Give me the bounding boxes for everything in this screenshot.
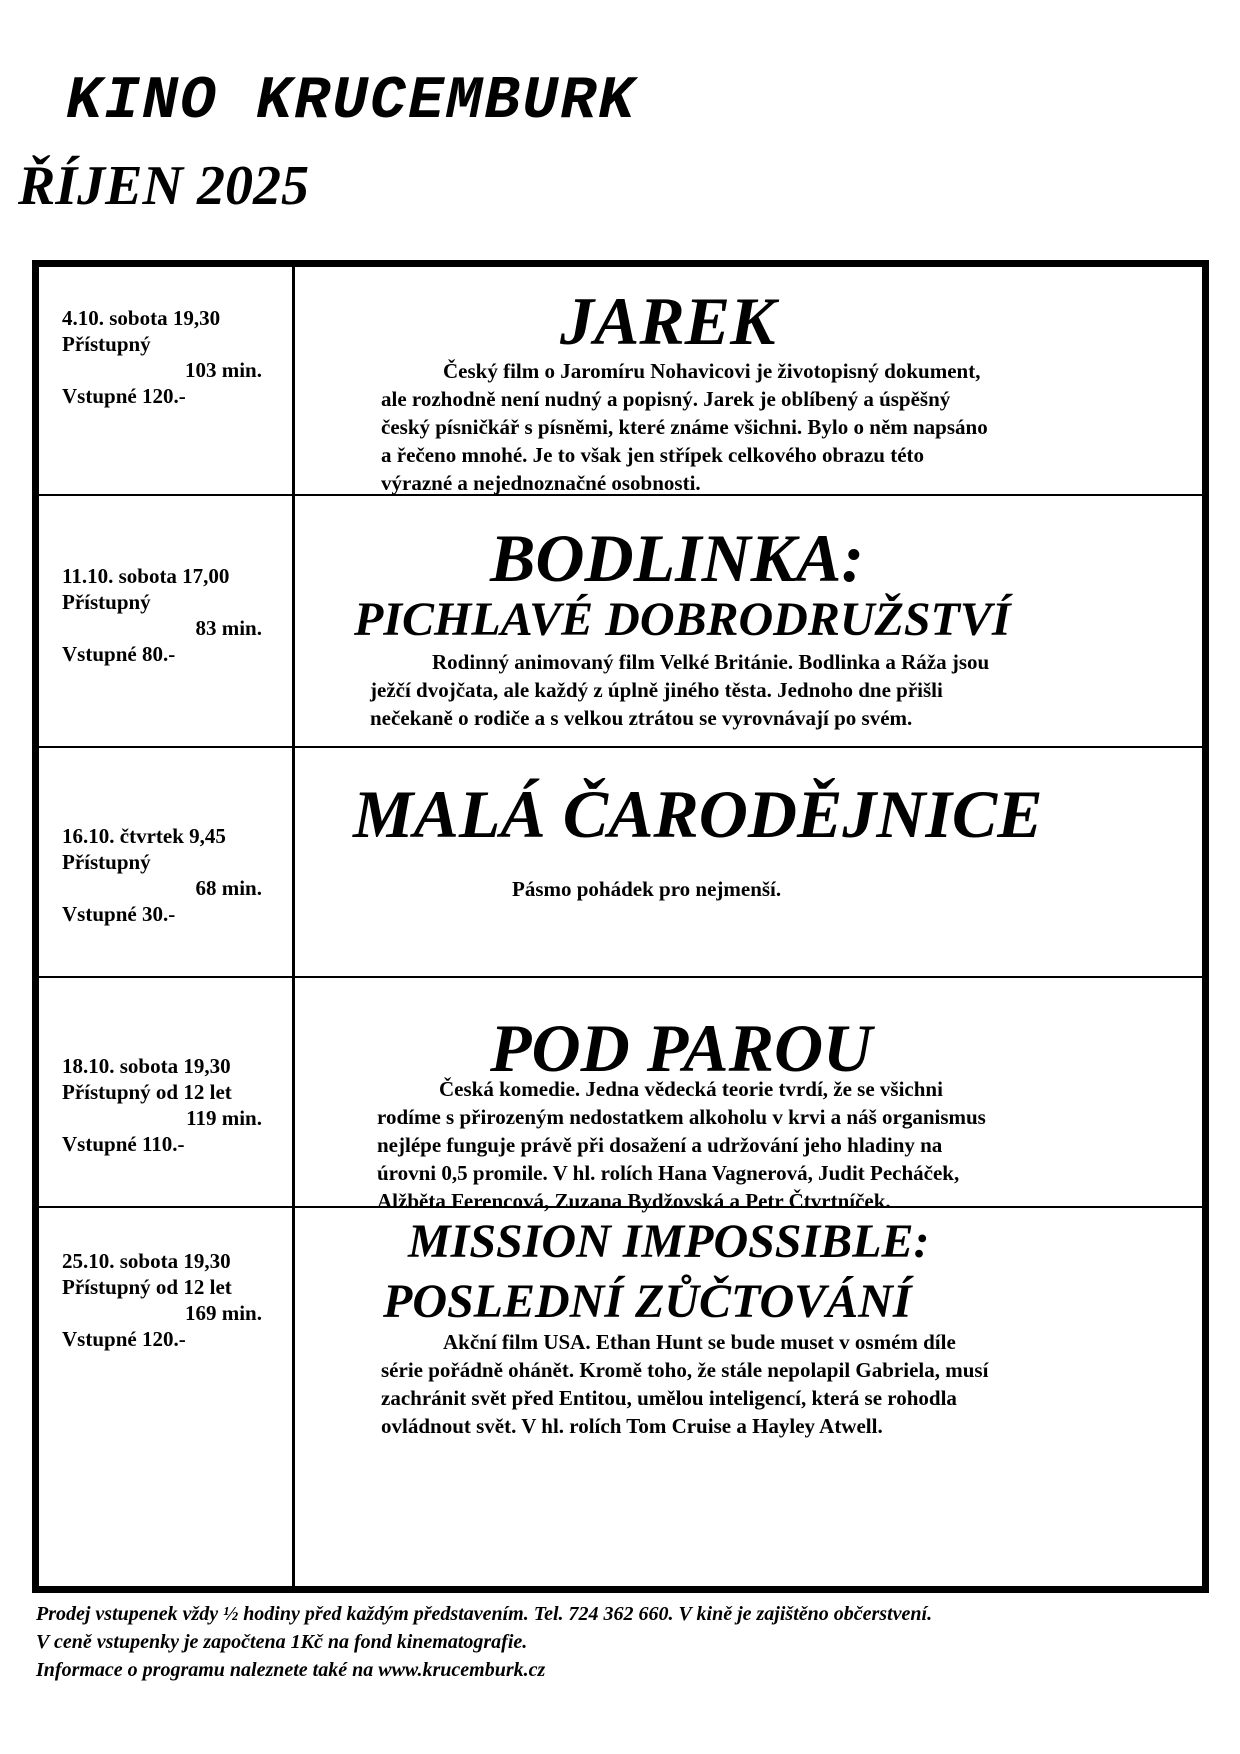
- screening-access: Přístupný: [62, 332, 151, 356]
- footer-line: Prodej vstupenek vždy ½ hodiny před každým představením. Tel. 724 362 660. V kině je zajištěno občerstvení.: [36, 1603, 933, 1625]
- screening-row: [39, 976, 1202, 1213]
- footer-line: Informace o programu naleznete také na www.krucemburk.cz: [36, 1659, 546, 1681]
- film-description: [381, 357, 988, 497]
- description-line: nečekaně o rodiče a s velkou ztrátou se vyrovnávají po svém.: [370, 706, 913, 730]
- film-details: [295, 1208, 1202, 1588]
- film-title: JAREK: [560, 283, 776, 359]
- screening-price: Vstupné 30.-: [62, 902, 176, 926]
- screening-info: [39, 1208, 295, 1588]
- film-title: POD PAROU: [490, 1010, 873, 1086]
- screening-date-time: 25.10. sobota 19,30: [62, 1249, 231, 1273]
- description-line: výrazné a nejednoznačné osobnosti.: [381, 471, 701, 495]
- screening-row: [39, 267, 1202, 494]
- description-line: zachránit svět před Entitou, umělou inteligencí, která se rohodla: [381, 1386, 957, 1410]
- film-details: [295, 978, 1202, 1213]
- screening-length: 103 min.: [184, 358, 262, 382]
- description-line: ježčí dvojčata, ale každý z úplně jiného těsta. Jednoho dne přišli: [370, 678, 943, 702]
- footer-line: V ceně vstupenky je započtena 1Kč na fond kinematografie.: [36, 1631, 528, 1653]
- description-line: nejlépe funguje právě při dosažení a udržování jeho hladiny na: [377, 1133, 943, 1157]
- screening-info: [39, 267, 295, 494]
- description-line: série pořádně ohánět. Kromě toho, že stále nepolapil Gabriela, musí: [381, 1358, 989, 1382]
- film-subtitle: POSLEDNÍ ZŮČTOVÁNÍ: [383, 1275, 912, 1328]
- description-line: Pásmo pohádek pro nejmenší.: [512, 877, 782, 901]
- screening-price: Vstupné 110.-: [62, 1132, 185, 1156]
- film-description: [377, 1075, 986, 1215]
- description-line: ovládnout svět. V hl. rolích Tom Cruise a Hayley Atwell.: [381, 1414, 883, 1438]
- screening-length: 83 min.: [195, 616, 262, 640]
- film-title: MALÁ ČARODĚJNICE: [353, 776, 1043, 852]
- screening-info: [39, 748, 295, 978]
- cinema-name: KINO KRUCEMBURK: [66, 68, 637, 136]
- screening-price: Vstupné 120.-: [62, 1327, 186, 1351]
- film-details: [295, 496, 1202, 748]
- film-subtitle: PICHLAVÉ DOBRODRUŽSTVÍ: [354, 593, 1011, 646]
- screening-date-time: 18.10. sobota 19,30: [62, 1054, 231, 1078]
- screening-row: [39, 494, 1202, 748]
- description-line: Česká komedie. Jedna vědecká teorie tvrdí, že se všichni: [439, 1077, 943, 1101]
- description-line: český písničkář s písněmi, které známe všichni. Bylo o něm napsáno: [381, 415, 988, 439]
- description-line: Akční film USA. Ethan Hunt se bude muset v osmém díle: [443, 1330, 956, 1354]
- description-line: úrovni 0,5 promile. V hl. rolích Hana Vagnerová, Judit Pecháček,: [377, 1161, 960, 1185]
- description-line: rodíme s přirozeným nedostatkem alkoholu v krvi a náš organismus: [377, 1105, 986, 1129]
- film-details: [295, 748, 1202, 978]
- screening-row: [39, 746, 1202, 978]
- film-title: BODLINKA:: [490, 520, 865, 596]
- program-month: ŘÍJEN 2025: [18, 155, 309, 217]
- screening-access: Přístupný: [62, 850, 151, 874]
- screening-price: Vstupné 80.-: [62, 642, 176, 666]
- screening-length: 68 min.: [195, 876, 262, 900]
- description-line: Český film o Jaromíru Nohavicovi je životopisný dokument,: [443, 359, 981, 383]
- program-table: [32, 260, 1209, 1593]
- film-description: [370, 648, 989, 732]
- film-title: MISSION IMPOSSIBLE:: [408, 1215, 930, 1268]
- screening-access: Přístupný: [62, 590, 151, 614]
- screening-date-time: 4.10. sobota 19,30: [62, 306, 221, 330]
- screening-length: 119 min.: [186, 1106, 262, 1130]
- film-description: [512, 875, 781, 903]
- screening-info: [39, 496, 295, 748]
- screening-info: [39, 978, 295, 1208]
- footer-notes: [36, 1600, 932, 1684]
- description-line: Rodinný animovaný film Velké Británie. Bodlinka a Ráža jsou: [432, 650, 990, 674]
- description-line: ale rozhodně není nudný a popisný. Jarek je oblíbený a úspěšný: [381, 387, 951, 411]
- screening-access: Přístupný od 12 let: [62, 1275, 232, 1299]
- screening-date-time: 16.10. čtvrtek 9,45: [62, 824, 226, 848]
- description-line: a řečeno mnohé. Je to však jen střípek celkového obrazu této: [381, 443, 925, 467]
- film-description: [381, 1328, 988, 1440]
- screening-access: Přístupný od 12 let: [62, 1080, 232, 1104]
- screening-length: 169 min.: [184, 1301, 262, 1325]
- screening-row: [39, 1206, 1202, 1588]
- description-line: Alžběta Ferencová, Zuzana Bydžovská a Petr Čtvrtníček.: [377, 1189, 891, 1213]
- film-details: [295, 267, 1202, 494]
- screening-date-time: 11.10. sobota 17,00: [62, 564, 230, 588]
- screening-price: Vstupné 120.-: [62, 384, 186, 408]
